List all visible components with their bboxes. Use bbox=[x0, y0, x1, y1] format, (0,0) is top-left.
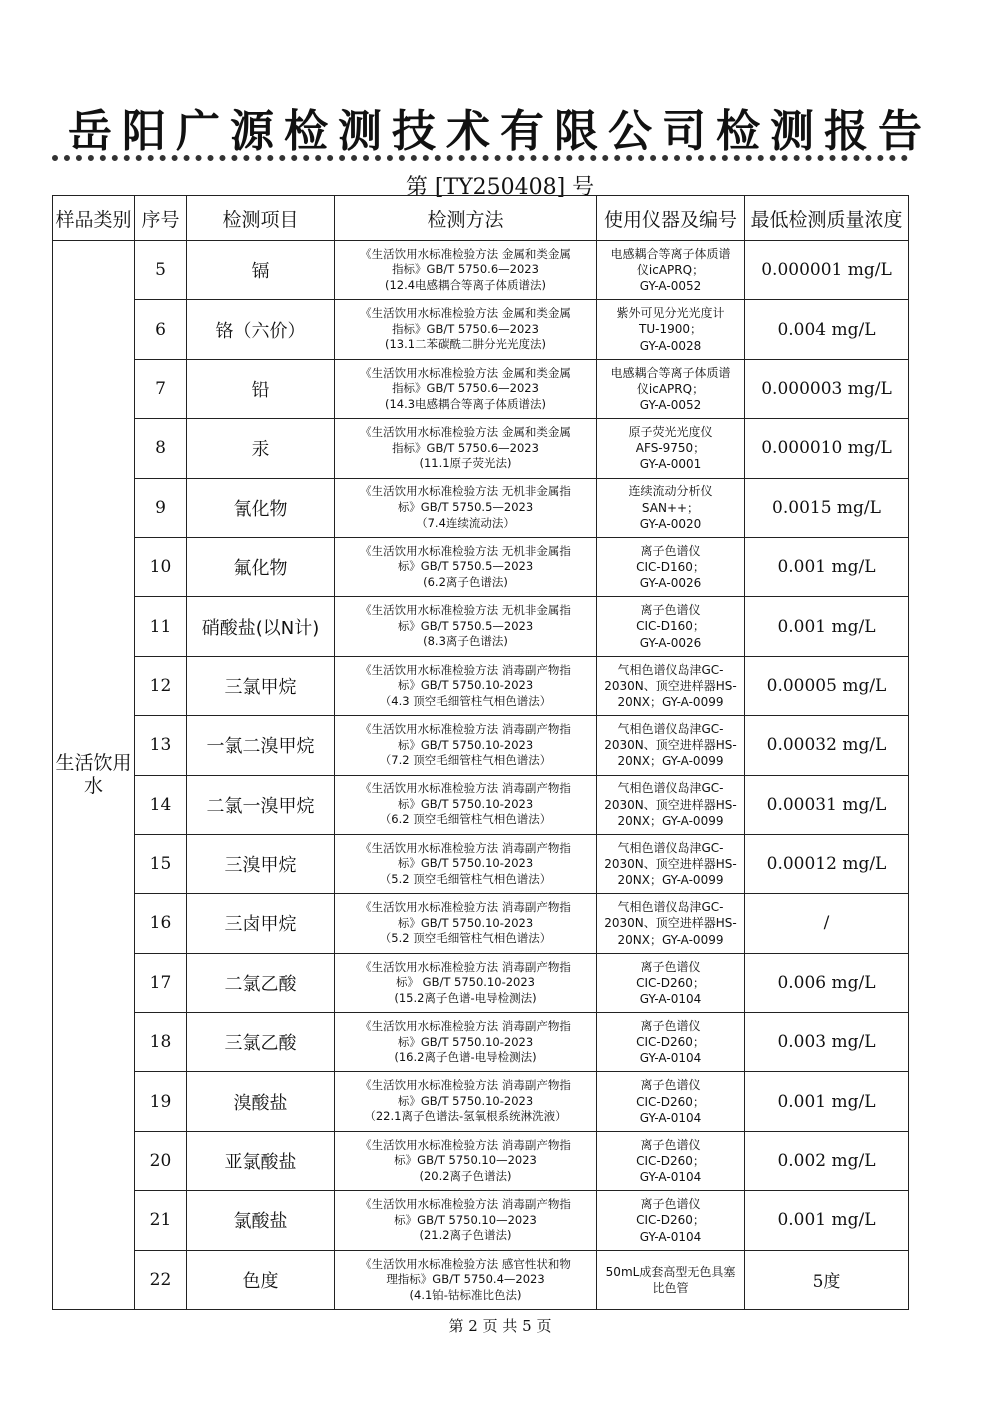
test-method bbox=[335, 656, 597, 715]
test-method bbox=[335, 597, 597, 656]
instrument-line: 离子色谱仪 bbox=[640, 543, 701, 558]
test-method bbox=[335, 478, 597, 537]
table-row bbox=[53, 419, 909, 478]
row-number: 21 bbox=[135, 1191, 187, 1250]
method-line: (14.3电感耦合等离子体质谱法) bbox=[384, 396, 547, 411]
table-row bbox=[53, 537, 909, 596]
instrument-line: 20NX；GY-A-0099 bbox=[617, 695, 724, 710]
instrument bbox=[597, 300, 745, 359]
test-item: 氟化物 bbox=[187, 537, 335, 596]
method-line: 标》GB/T 5750.10-2023 bbox=[397, 1093, 534, 1108]
test-method bbox=[335, 1191, 597, 1250]
instrument bbox=[597, 1013, 745, 1072]
method-line: 标》GB/T 5750.10-2023 bbox=[397, 856, 534, 871]
instrument-line: GY-A-0052 bbox=[639, 398, 702, 413]
test-method bbox=[335, 1250, 597, 1309]
detection-limit: 0.0015 mg/L bbox=[745, 478, 909, 537]
page-footer: 第 2 页 共 5 页 bbox=[448, 1317, 552, 1335]
method-line: (4.1铂-钴标准比色法) bbox=[409, 1287, 522, 1302]
method-line: 标》GB/T 5750.5—2023 bbox=[397, 559, 534, 574]
detection-limit: 0.000001 mg/L bbox=[745, 241, 909, 300]
test-item: 氰化物 bbox=[187, 478, 335, 537]
test-method bbox=[335, 1072, 597, 1131]
table-row bbox=[53, 359, 909, 418]
row-number: 7 bbox=[135, 359, 187, 418]
instrument-line: 50mL成套高型无色具塞 bbox=[605, 1264, 736, 1279]
instrument bbox=[597, 775, 745, 834]
detection-limit: 0.00032 mg/L bbox=[745, 716, 909, 775]
method-line: 标》 GB/T 5750.10-2023 bbox=[396, 975, 535, 990]
method-line: 《生活饮用水标准检验方法 金属和类金属 bbox=[360, 246, 571, 261]
test-method bbox=[335, 359, 597, 418]
instrument-line: 离子色谱仪 bbox=[640, 959, 701, 974]
table-row bbox=[53, 478, 909, 537]
method-line: 《生活饮用水标准检验方法 消毒副产物指 bbox=[360, 900, 571, 915]
instrument-line: TU-1900； bbox=[639, 322, 702, 337]
method-line: 《生活饮用水标准检验方法 感官性状和物 bbox=[360, 1256, 571, 1271]
method-line: （4.3 顶空毛细管柱气相色谱法） bbox=[379, 693, 552, 708]
detection-limit: 0.001 mg/L bbox=[745, 1072, 909, 1131]
instrument-line: 离子色谱仪 bbox=[640, 1078, 701, 1093]
row-number: 9 bbox=[135, 478, 187, 537]
instrument-line: 气相色谱仪岛津GC- bbox=[617, 662, 724, 677]
test-method bbox=[335, 834, 597, 893]
instrument-line: 20NX；GY-A-0099 bbox=[617, 754, 724, 769]
detection-limit: 0.004 mg/L bbox=[745, 300, 909, 359]
test-item: 氯酸盐 bbox=[187, 1191, 335, 1250]
test-item: 镉 bbox=[187, 241, 335, 300]
test-item: 三卤甲烷 bbox=[187, 894, 335, 953]
row-number: 20 bbox=[135, 1131, 187, 1190]
method-line: 《生活饮用水标准检验方法 消毒副产物指 bbox=[360, 1078, 571, 1093]
method-line: 《生活饮用水标准检验方法 消毒副产物指 bbox=[360, 1019, 571, 1033]
row-number: 6 bbox=[135, 300, 187, 359]
method-line: 标》GB/T 5750.10-2023 bbox=[397, 796, 534, 811]
test-item: 二氯一溴甲烷 bbox=[187, 775, 335, 834]
instrument-line: 气相色谱仪岛津GC- bbox=[617, 840, 724, 855]
test-item: 溴酸盐 bbox=[187, 1072, 335, 1131]
test-item: 亚氯酸盐 bbox=[187, 1131, 335, 1190]
instrument-line: 仪icAPRQ； bbox=[636, 263, 705, 278]
test-item: 三氯甲烷 bbox=[187, 656, 335, 715]
method-line: 标》GB/T 5750.10-2023 bbox=[397, 678, 534, 693]
detection-limit: 0.001 mg/L bbox=[745, 537, 909, 596]
instrument bbox=[597, 834, 745, 893]
header-instrument: 使用仪器及编号 bbox=[597, 196, 745, 241]
instrument bbox=[597, 359, 745, 418]
instrument bbox=[597, 1131, 745, 1190]
instrument bbox=[597, 597, 745, 656]
method-line: 《生活饮用水标准检验方法 金属和类金属 bbox=[360, 365, 571, 380]
report-title: 岳阳广源检测技术有限公司检测报告 bbox=[68, 106, 932, 157]
instrument-line: 电感耦合等离子体质谱 bbox=[610, 246, 731, 261]
row-number: 18 bbox=[135, 1013, 187, 1072]
instrument-line: GY-A-0104 bbox=[639, 1110, 702, 1125]
sample-category: 生活饮用水 bbox=[53, 241, 135, 1310]
instrument bbox=[597, 241, 745, 300]
instrument-line: GY-A-0026 bbox=[639, 635, 702, 650]
method-line: 《生活饮用水标准检验方法 消毒副产物指 bbox=[360, 1197, 571, 1212]
instrument bbox=[597, 953, 745, 1012]
method-line: (12.4电感耦合等离子体质谱法) bbox=[384, 277, 547, 292]
instrument-line: CIC-D160； bbox=[636, 560, 705, 575]
test-item: 色度 bbox=[187, 1250, 335, 1309]
method-line: 指标》GB/T 5750.6—2023 bbox=[392, 321, 539, 336]
instrument-line: CIC-D260； bbox=[636, 1153, 705, 1168]
instrument-line: 仪icAPRQ； bbox=[636, 381, 705, 396]
table-row bbox=[53, 241, 909, 300]
table-row bbox=[53, 1131, 909, 1190]
detection-limit: 0.002 mg/L bbox=[745, 1131, 909, 1190]
table-row bbox=[53, 775, 909, 834]
table-body bbox=[53, 241, 909, 1310]
method-line: 标》GB/T 5750.5—2023 bbox=[397, 500, 534, 514]
row-number: 5 bbox=[135, 241, 187, 300]
method-line: （5.2 顶空毛细管柱气相色谱法） bbox=[379, 871, 552, 886]
test-item: 二氯乙酸 bbox=[187, 953, 335, 1012]
instrument-line: 2030N、顶空进样器HS- bbox=[604, 678, 737, 693]
test-method bbox=[335, 537, 597, 596]
instrument-line: GY-A-0104 bbox=[639, 1229, 702, 1244]
row-number: 17 bbox=[135, 953, 187, 1012]
method-line: 标》GB/T 5750.10-2023 bbox=[397, 737, 534, 752]
method-line: 《生活饮用水标准检验方法 消毒副产物指 bbox=[360, 662, 571, 677]
instrument-line: CIC-D160； bbox=[636, 619, 705, 634]
detection-limit: 0.001 mg/L bbox=[745, 597, 909, 656]
method-line: (11.1原子荧光法) bbox=[419, 456, 512, 471]
instrument-line: 比色管 bbox=[652, 1280, 689, 1295]
test-method bbox=[335, 1131, 597, 1190]
table-row bbox=[53, 716, 909, 775]
instrument-line: GY-A-0052 bbox=[639, 279, 702, 294]
instrument bbox=[597, 656, 745, 715]
instrument-line: 连续流动分析仪 bbox=[628, 484, 713, 499]
method-line: 标》GB/T 5750.10-2023 bbox=[397, 1034, 534, 1049]
table-row bbox=[53, 1072, 909, 1131]
method-line: 《生活饮用水标准检验方法 消毒副产物指 bbox=[360, 1137, 571, 1152]
instrument-line: 20NX；GY-A-0099 bbox=[617, 813, 724, 828]
report-number: 第 [TY250408] 号 bbox=[405, 175, 595, 200]
method-line: 标》GB/T 5750.10-2023 bbox=[397, 915, 534, 930]
instrument-line: 原子荧光光度仪 bbox=[628, 425, 713, 440]
header-limit: 最低检测质量浓度 bbox=[745, 196, 909, 241]
detection-limit: 5度 bbox=[745, 1250, 909, 1309]
instrument bbox=[597, 1191, 745, 1250]
header-no: 序号 bbox=[135, 196, 187, 241]
test-method bbox=[335, 716, 597, 775]
detection-limit: 0.006 mg/L bbox=[745, 953, 909, 1012]
method-line: 标》GB/T 5750.10—2023 bbox=[394, 1212, 537, 1227]
test-method bbox=[335, 1013, 597, 1072]
detection-limit: 0.000010 mg/L bbox=[745, 419, 909, 478]
test-item: 硝酸盐(以N计) bbox=[187, 597, 335, 656]
instrument bbox=[597, 894, 745, 953]
method-line: 《生活饮用水标准检验方法 消毒副产物指 bbox=[360, 781, 571, 796]
instrument-line: GY-A-0026 bbox=[639, 576, 702, 591]
row-number: 15 bbox=[135, 834, 187, 893]
test-method bbox=[335, 953, 597, 1012]
test-item: 三氯乙酸 bbox=[187, 1013, 335, 1072]
method-line: 《生活饮用水标准检验方法 金属和类金属 bbox=[360, 425, 571, 440]
instrument bbox=[597, 478, 745, 537]
dotted-divider bbox=[52, 155, 908, 161]
instrument-line: CIC-D260； bbox=[636, 1035, 705, 1050]
method-line: （7.2 顶空毛细管柱气相色谱法） bbox=[379, 753, 552, 768]
row-number: 19 bbox=[135, 1072, 187, 1131]
table-row bbox=[53, 953, 909, 1012]
header-method: 检测方法 bbox=[335, 196, 597, 241]
instrument-line: 离子色谱仪 bbox=[640, 1018, 701, 1033]
table-row bbox=[53, 1013, 909, 1072]
instrument bbox=[597, 1072, 745, 1131]
instrument-line: 气相色谱仪岛津GC- bbox=[617, 900, 724, 915]
header-category: 样品类别 bbox=[53, 196, 135, 241]
instrument-line: GY-A-0001 bbox=[639, 457, 702, 472]
row-number: 12 bbox=[135, 656, 187, 715]
test-method bbox=[335, 894, 597, 953]
method-line: 标》GB/T 5750.10—2023 bbox=[394, 1153, 537, 1168]
instrument-line: 20NX；GY-A-0099 bbox=[617, 932, 724, 947]
method-line: 《生活饮用水标准检验方法 金属和类金属 bbox=[360, 306, 571, 321]
test-method bbox=[335, 241, 597, 300]
method-line: 《生活饮用水标准检验方法 消毒副产物指 bbox=[360, 840, 571, 855]
instrument-line: 气相色谱仪岛津GC- bbox=[617, 781, 724, 796]
method-line: 标》GB/T 5750.5—2023 bbox=[397, 618, 534, 633]
test-item: 汞 bbox=[187, 419, 335, 478]
row-number: 8 bbox=[135, 419, 187, 478]
instrument bbox=[597, 537, 745, 596]
instrument-line: AFS-9750； bbox=[635, 441, 706, 456]
header-item: 检测项目 bbox=[187, 196, 335, 241]
row-number: 10 bbox=[135, 537, 187, 596]
instrument-line: CIC-D260； bbox=[636, 1213, 705, 1228]
instrument-line: GY-A-0104 bbox=[639, 1170, 702, 1185]
instrument-line: GY-A-0104 bbox=[639, 1051, 702, 1066]
instrument-line: 离子色谱仪 bbox=[640, 603, 701, 618]
method-line: （7.4连续流动法） bbox=[416, 515, 515, 530]
instrument-line: 2030N、顶空进样器HS- bbox=[604, 738, 737, 753]
method-line: （22.1离子色谱法-氢氧根系统淋洗液） bbox=[364, 1109, 567, 1124]
method-line: 《生活饮用水标准检验方法 无机非金属指 bbox=[360, 603, 571, 618]
detection-limit: 0.00005 mg/L bbox=[745, 656, 909, 715]
row-number: 22 bbox=[135, 1250, 187, 1309]
method-line: （5.2 顶空毛细管柱气相色谱法） bbox=[379, 931, 552, 946]
method-line: 指标》GB/T 5750.6—2023 bbox=[392, 381, 539, 396]
method-line: 《生活饮用水标准检验方法 消毒副产物指 bbox=[360, 959, 571, 974]
instrument-line: GY-A-0104 bbox=[639, 991, 702, 1006]
instrument-line: 2030N、顶空进样器HS- bbox=[604, 857, 737, 871]
method-line: 《生活饮用水标准检验方法 消毒副产物指 bbox=[360, 722, 571, 737]
instrument bbox=[597, 419, 745, 478]
row-number: 14 bbox=[135, 775, 187, 834]
instrument-line: 2030N、顶空进样器HS- bbox=[604, 797, 737, 812]
test-item: 三溴甲烷 bbox=[187, 834, 335, 893]
instrument-line: CIC-D260； bbox=[636, 1094, 705, 1109]
method-line: (6.2离子色谱法) bbox=[423, 574, 508, 589]
table-header-row bbox=[53, 196, 909, 241]
instrument-line: 2030N、顶空进样器HS- bbox=[604, 916, 737, 931]
table-row bbox=[53, 834, 909, 893]
test-item: 铅 bbox=[187, 359, 335, 418]
instrument-line: 20NX；GY-A-0099 bbox=[617, 873, 724, 888]
row-number: 16 bbox=[135, 894, 187, 953]
detection-limit: 0.001 mg/L bbox=[745, 1191, 909, 1250]
test-method bbox=[335, 419, 597, 478]
instrument bbox=[597, 716, 745, 775]
detection-limit: 0.000003 mg/L bbox=[745, 359, 909, 418]
instrument-line: GY-A-0020 bbox=[639, 516, 702, 531]
method-line: 指标》GB/T 5750.6—2023 bbox=[392, 440, 539, 455]
instrument-line: GY-A-0028 bbox=[639, 338, 702, 353]
test-item: 一氯二溴甲烷 bbox=[187, 716, 335, 775]
method-line: 《生活饮用水标准检验方法 无机非金属指 bbox=[360, 484, 571, 499]
instrument-line: 离子色谱仪 bbox=[640, 1137, 701, 1152]
table-row bbox=[53, 894, 909, 953]
detection-limit: 0.00031 mg/L bbox=[745, 775, 909, 834]
detection-limit: 0.003 mg/L bbox=[745, 1013, 909, 1072]
method-line: (16.2离子色谱-电导检测法) bbox=[394, 1050, 537, 1065]
instrument-line: 离子色谱仪 bbox=[640, 1197, 701, 1212]
test-item: 铬（六价） bbox=[187, 300, 335, 359]
instrument bbox=[597, 1250, 745, 1309]
table-row bbox=[53, 1191, 909, 1250]
detection-limit: 0.00012 mg/L bbox=[745, 834, 909, 893]
table-row bbox=[53, 1250, 909, 1309]
method-line: 《生活饮用水标准检验方法 无机非金属指 bbox=[360, 543, 571, 558]
method-line: （6.2 顶空毛细管柱气相色谱法） bbox=[379, 812, 552, 827]
instrument-line: 气相色谱仪岛津GC- bbox=[617, 722, 724, 737]
results-table bbox=[52, 195, 909, 1310]
method-line: (8.3离子色谱法) bbox=[423, 634, 508, 649]
row-number: 11 bbox=[135, 597, 187, 656]
method-line: (20.2离子色谱法) bbox=[419, 1168, 512, 1183]
instrument-line: SAN++； bbox=[641, 500, 700, 515]
table-row bbox=[53, 656, 909, 715]
table-row bbox=[53, 300, 909, 359]
instrument-line: CIC-D260； bbox=[636, 975, 705, 990]
method-line: (21.2离子色谱法) bbox=[419, 1228, 512, 1243]
instrument-line: 紫外可见分光光度计 bbox=[616, 306, 725, 321]
method-line: 理指标》GB/T 5750.4—2023 bbox=[386, 1272, 545, 1287]
method-line: (15.2离子色谱-电导检测法) bbox=[394, 990, 537, 1005]
test-method bbox=[335, 775, 597, 834]
row-number: 13 bbox=[135, 716, 187, 775]
instrument-line: 电感耦合等离子体质谱 bbox=[610, 365, 731, 380]
method-line: 指标》GB/T 5750.6—2023 bbox=[392, 262, 539, 277]
method-line: (13.1二苯碳酰二肼分光光度法) bbox=[384, 337, 547, 352]
test-method bbox=[335, 300, 597, 359]
table-row bbox=[53, 597, 909, 656]
detection-limit: / bbox=[745, 894, 909, 953]
